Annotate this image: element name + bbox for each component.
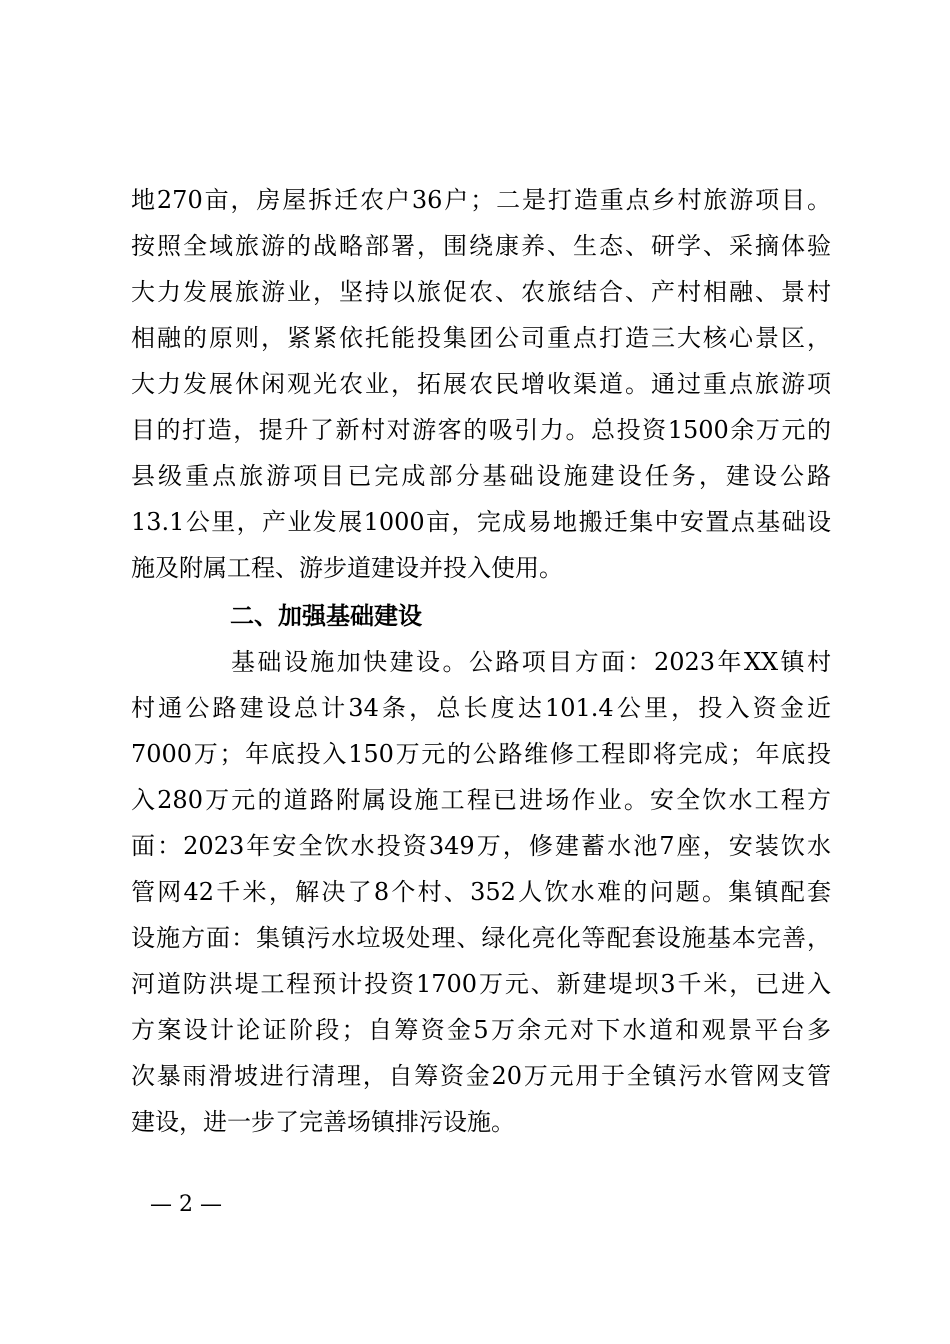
paragraph1-line: 13.1公里，产业发展1000亩，完成易地搬迁集中安置点基础设	[131, 508, 831, 536]
paragraph1-line: 目的打造，提升了新村对游客的吸引力。总投资1500余万元的	[131, 416, 831, 444]
paragraph2-line: 管网42千米，解决了8个村、352人饮水难的问题。集镇配套	[131, 878, 831, 906]
paragraph1-line: 大力发展休闲观光农业，拓展农民增收渠道。通过重点旅游项	[131, 370, 831, 398]
paragraph2-line: 河道防洪堤工程预计投资1700万元、新建堤坝3千米，已进入	[131, 970, 831, 998]
paragraph2-line: 入280万元的道路附属设施工程已进场作业。安全饮水工程方	[131, 786, 831, 814]
page-number: — 2 —	[150, 1192, 222, 1217]
paragraph2-line: 村通公路建设总计34条，总长度达101.4公里，投入资金近	[131, 694, 831, 722]
paragraph1-line: 地270亩，房屋拆迁农户36户；二是打造重点乡村旅游项目。	[131, 186, 831, 214]
paragraph1-line: 按照全域旅游的战略部署，围绕康养、生态、研学、采摘体验	[131, 232, 831, 260]
paragraph2-line: 面：2023年安全饮水投资349万，修建蓄水池7座，安装饮水	[131, 832, 831, 860]
paragraph2-line: 基础设施加快建设。公路项目方面：2023年XX镇村	[231, 648, 831, 676]
paragraph2-line: 7000万；年底投入150万元的公路维修工程即将完成；年底投	[131, 740, 831, 768]
paragraph1-line: 大力发展旅游业，坚持以旅促农、农旅结合、产村相融、景村	[131, 278, 831, 306]
paragraph1-line: 相融的原则，紧紧依托能投集团公司重点打造三大核心景区，	[131, 324, 831, 352]
paragraph2-line: 方案设计论证阶段；自筹资金5万余元对下水道和观景平台多	[131, 1016, 831, 1044]
paragraph2-line: 次暴雨滑坡进行清理，自筹资金20万元用于全镇污水管网支管	[131, 1062, 831, 1090]
paragraph1-line: 施及附属工程、游步道建设并投入使用。	[131, 554, 563, 582]
paragraph2-line: 建设，进一步了完善场镇排污设施。	[131, 1108, 515, 1136]
paragraph1-line: 县级重点旅游项目已完成部分基础设施建设任务，建设公路	[131, 462, 831, 490]
paragraph2-line: 设施方面：集镇污水垃圾处理、绿化亮化等配套设施基本完善，	[131, 924, 831, 952]
section-heading: 二、加强基础建设	[230, 602, 422, 630]
